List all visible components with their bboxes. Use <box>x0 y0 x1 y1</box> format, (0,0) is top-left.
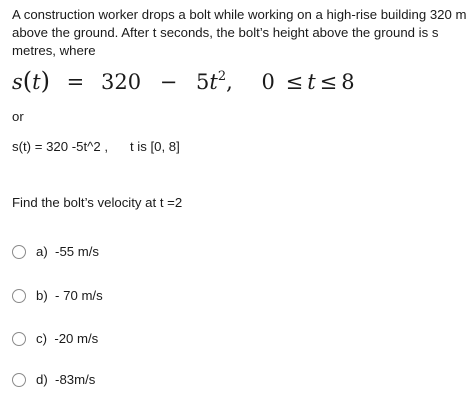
formula-minus: − <box>159 70 178 94</box>
formula-close-paren: ) <box>40 67 50 95</box>
formula-variable: t <box>32 70 41 94</box>
answer-option-b[interactable] <box>12 286 103 306</box>
formula-upper-bound: 8 <box>341 70 355 94</box>
formula-function: s <box>12 70 23 94</box>
formula-constant: 320 <box>100 70 142 94</box>
answer-option-label: d) -83m/s <box>36 372 96 387</box>
radio-button-icon[interactable] <box>12 289 26 303</box>
formula-leq-1: ≤ <box>285 70 304 94</box>
radio-button-icon[interactable] <box>12 332 26 346</box>
formula-exponent: 2 <box>217 69 227 84</box>
formula-coefficient: 5 <box>196 70 210 94</box>
answer-option-a[interactable] <box>12 242 99 262</box>
answer-option-label: b) - 70 m/s <box>36 288 103 303</box>
question-text: A construction worker drops a bolt while working on a high-rise building 320 m above the ground. After t seconds, the bolt’s height above the ground is s metres, where <box>12 7 467 58</box>
radio-button-icon[interactable] <box>12 245 26 259</box>
formula-leq-2: ≤ <box>319 70 338 94</box>
plain-formula: s(t) = 320 -5t^2 , t is [0, 8] <box>12 139 180 154</box>
formula-variable-3: t <box>307 70 316 94</box>
height-formula <box>12 64 467 98</box>
formula-variable-2: t <box>209 70 218 94</box>
formula-comma: , <box>226 70 233 94</box>
or-label: or <box>12 109 24 124</box>
formula-lower-bound: 0 <box>261 70 275 94</box>
answer-option-label: a) -55 m/s <box>36 244 100 259</box>
answer-option-c[interactable] <box>12 329 98 349</box>
formula-open-paren: ( <box>22 67 33 95</box>
answer-option-d[interactable] <box>12 370 95 390</box>
formula-equals: = <box>66 70 85 94</box>
question-prompt: Find the bolt’s velocity at t =2 <box>12 195 183 210</box>
answer-option-label: c) -20 m/s <box>36 331 99 346</box>
radio-button-icon[interactable] <box>12 373 26 387</box>
